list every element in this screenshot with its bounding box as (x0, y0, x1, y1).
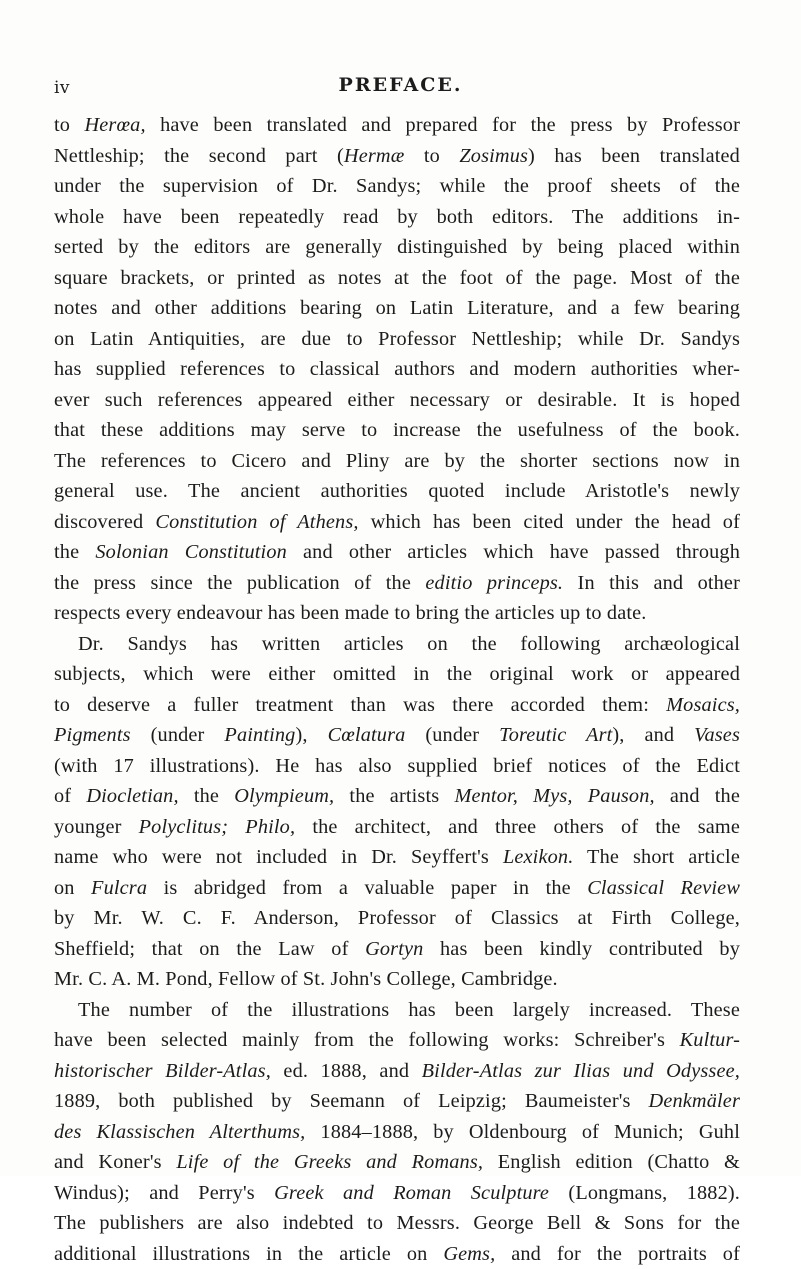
running-title: PREFACE. (54, 74, 747, 96)
italic-text: Greek and Roman Sculpture (274, 1182, 549, 1204)
text-run: ), and (612, 724, 694, 746)
text-run: general use. The ancient authorities quoted include Aristotle's newly (54, 480, 740, 502)
text-run: Windus); and Perry's (54, 1182, 274, 1204)
text-line (54, 1239, 740, 1269)
italic-text: Gems, (443, 1243, 495, 1265)
text-run: The references to Cicero and Pliny are by the shorter sections now in (54, 450, 740, 472)
italic-text: Zosimus (459, 145, 528, 167)
italic-text: Life of the Greeks and Romans, (176, 1151, 483, 1173)
text-run: subjects, which were either omitted in the original work or appeared (54, 663, 740, 685)
text-line (54, 110, 740, 141)
text-run: to deserve a fuller treatment than was there accorded them: (54, 694, 666, 716)
text-run: has been kindly contributed by (423, 938, 740, 960)
italic-text: Lexikon. (503, 846, 573, 868)
text-run: the (179, 785, 235, 807)
italic-text: Kultur- (680, 1029, 740, 1051)
text-line (54, 446, 740, 477)
text-run: (under (131, 724, 225, 746)
text-run: the artists (334, 785, 454, 807)
text-run: and Koner's (54, 1151, 176, 1173)
italic-text: Philo, (245, 816, 295, 838)
italic-text: Fulcra (91, 877, 147, 899)
italic-text: Mentor, (454, 785, 518, 807)
text-run: have been translated and prepared for the press by Professor (146, 114, 740, 136)
italic-text: Gortyn (365, 938, 423, 960)
text-line (54, 995, 740, 1026)
text-run: (Longmans, 1882). (549, 1182, 740, 1204)
running-head (54, 78, 747, 102)
text-run (518, 785, 533, 807)
text-run: ever such references appeared either necessary or desirable. It is hoped (54, 389, 740, 411)
text-run: name who were not included in Dr. Seyffert's (54, 846, 503, 868)
text-line (54, 1056, 740, 1087)
text-run: to (404, 145, 459, 167)
text-line (54, 629, 740, 660)
page-number: iv (54, 78, 70, 98)
italic-text: Polyclitus; (139, 816, 229, 838)
text-line (54, 537, 740, 568)
text-run: English edition (Chatto & (483, 1151, 740, 1173)
italic-text: Cœlatura (328, 724, 406, 746)
text-run: (under (405, 724, 499, 746)
text-run: Nettleship; the second part ( (54, 145, 344, 167)
text-run: ), (295, 724, 327, 746)
text-run: Sheffield; that on the Law of (54, 938, 365, 960)
text-run: Mr. C. A. M. Pond, Fellow of St. John's College, Cambridge. (54, 968, 558, 990)
text-run: that these additions may serve to increase the usefulness of the book. (54, 419, 740, 441)
text-run: to (54, 114, 84, 136)
italic-text: Bilder-Atlas zur Ilias und Odyssee, (422, 1060, 740, 1082)
text-line (54, 964, 740, 995)
text-line (54, 232, 740, 263)
italic-text: Diocletian, (86, 785, 178, 807)
text-line (54, 1086, 740, 1117)
text-line (54, 720, 740, 751)
text-run (228, 816, 245, 838)
text-line (54, 659, 740, 690)
text-run: discovered (54, 511, 155, 533)
text-line (54, 415, 740, 446)
italic-text: Vases (694, 724, 740, 746)
text-run: the press since the publication of the (54, 572, 425, 594)
text-run: The publishers are also indebted to Messrs. George Bell & Sons for the (54, 1212, 740, 1234)
text-run: serted by the editors are generally distinguished by being placed within (54, 236, 740, 258)
text-line (54, 476, 740, 507)
text-line (54, 354, 740, 385)
text-run: 1889, both published by Seemann of Leipzig; Baumeister's (54, 1090, 649, 1112)
text-run: under the supervision of Dr. Sandys; while the proof sheets of the (54, 175, 740, 197)
paragraph (54, 110, 740, 629)
text-run: by Mr. W. C. F. Anderson, Professor of Classics at Firth College, (54, 907, 740, 929)
text-run: The short article (573, 846, 740, 868)
text-run: have been selected mainly from the following works: Schreiber's (54, 1029, 680, 1051)
italic-text: historischer Bilder-Atlas, (54, 1060, 271, 1082)
text-line (54, 1147, 740, 1178)
text-run: Dr. Sandys has written articles on the following archæological (78, 633, 740, 655)
italic-text: Hermæ (344, 145, 404, 167)
text-line (54, 263, 740, 294)
text-line (54, 842, 740, 873)
text-line (54, 171, 740, 202)
italic-text: Constitution of Athens, (155, 511, 358, 533)
italic-text: Solonian Constitution (95, 541, 287, 563)
text-run: whole have been repeatedly read by both editors. The additions in- (54, 206, 740, 228)
text-line (54, 812, 740, 843)
text-run: younger (54, 816, 139, 838)
text-run: the (54, 541, 95, 563)
text-run: has supplied references to classical authors and modern authorities wher- (54, 358, 740, 380)
text-line (54, 293, 740, 324)
text-run: and the (655, 785, 740, 807)
text-run: notes and other additions bearing on Latin Literature, and a few bearing (54, 297, 740, 319)
text-run: ) has been translated (528, 145, 740, 167)
text-run: is abridged from a valuable paper in the (147, 877, 587, 899)
text-run: The number of the illustrations has been largely increased. These (78, 999, 740, 1021)
text-line (54, 903, 740, 934)
text-run: additional illustrations in the article on (54, 1243, 443, 1265)
text-line (54, 141, 740, 172)
body-text (54, 110, 740, 1269)
italic-text: Toreutic Art (499, 724, 612, 746)
italic-text: Pigments (54, 724, 131, 746)
text-run (573, 785, 588, 807)
text-line (54, 781, 740, 812)
text-run: the architect, and three others of the same (295, 816, 740, 838)
text-run: of (54, 785, 86, 807)
text-line (54, 690, 740, 721)
italic-text: Olympieum, (234, 785, 334, 807)
italic-text: Mosaics, (666, 694, 740, 716)
italic-text: Pauson, (588, 785, 655, 807)
text-run: square brackets, or printed as notes at the foot of the page. Most of the (54, 267, 740, 289)
paragraph (54, 995, 740, 1269)
text-run: which has been cited under the head of (359, 511, 740, 533)
italic-text: editio princeps. (425, 572, 563, 594)
italic-text: Painting (224, 724, 295, 746)
text-run: respects every endeavour has been made to bring the articles up to date. (54, 602, 647, 624)
text-line (54, 324, 740, 355)
text-run: 1884–1888, by Oldenbourg of Munich; Guhl (305, 1121, 740, 1143)
text-line (54, 202, 740, 233)
italic-text: Classical Review (587, 877, 740, 899)
text-line (54, 385, 740, 416)
text-line (54, 873, 740, 904)
italic-text: des Klassischen Alterthums, (54, 1121, 305, 1143)
text-line (54, 1117, 740, 1148)
text-line (54, 507, 740, 538)
text-line (54, 934, 740, 965)
text-line (54, 1025, 740, 1056)
text-run: (with 17 illustrations). He has also supplied brief notices of the Edict (54, 755, 740, 777)
italic-text: Herœa, (84, 114, 145, 136)
text-line (54, 568, 740, 599)
text-run: and other articles which have passed through (287, 541, 740, 563)
text-line (54, 1208, 740, 1239)
text-run: In this and other (563, 572, 740, 594)
text-run: ed. 1888, and (271, 1060, 422, 1082)
text-run: and for the portraits of (495, 1243, 740, 1265)
paragraph (54, 629, 740, 995)
text-line (54, 1178, 740, 1209)
text-run: on (54, 877, 91, 899)
italic-text: Mys, (533, 785, 572, 807)
italic-text: Denkmäler (649, 1090, 740, 1112)
text-line (54, 751, 740, 782)
text-run: on Latin Antiquities, are due to Professor Nettleship; while Dr. Sandys (54, 328, 740, 350)
text-line (54, 598, 740, 629)
